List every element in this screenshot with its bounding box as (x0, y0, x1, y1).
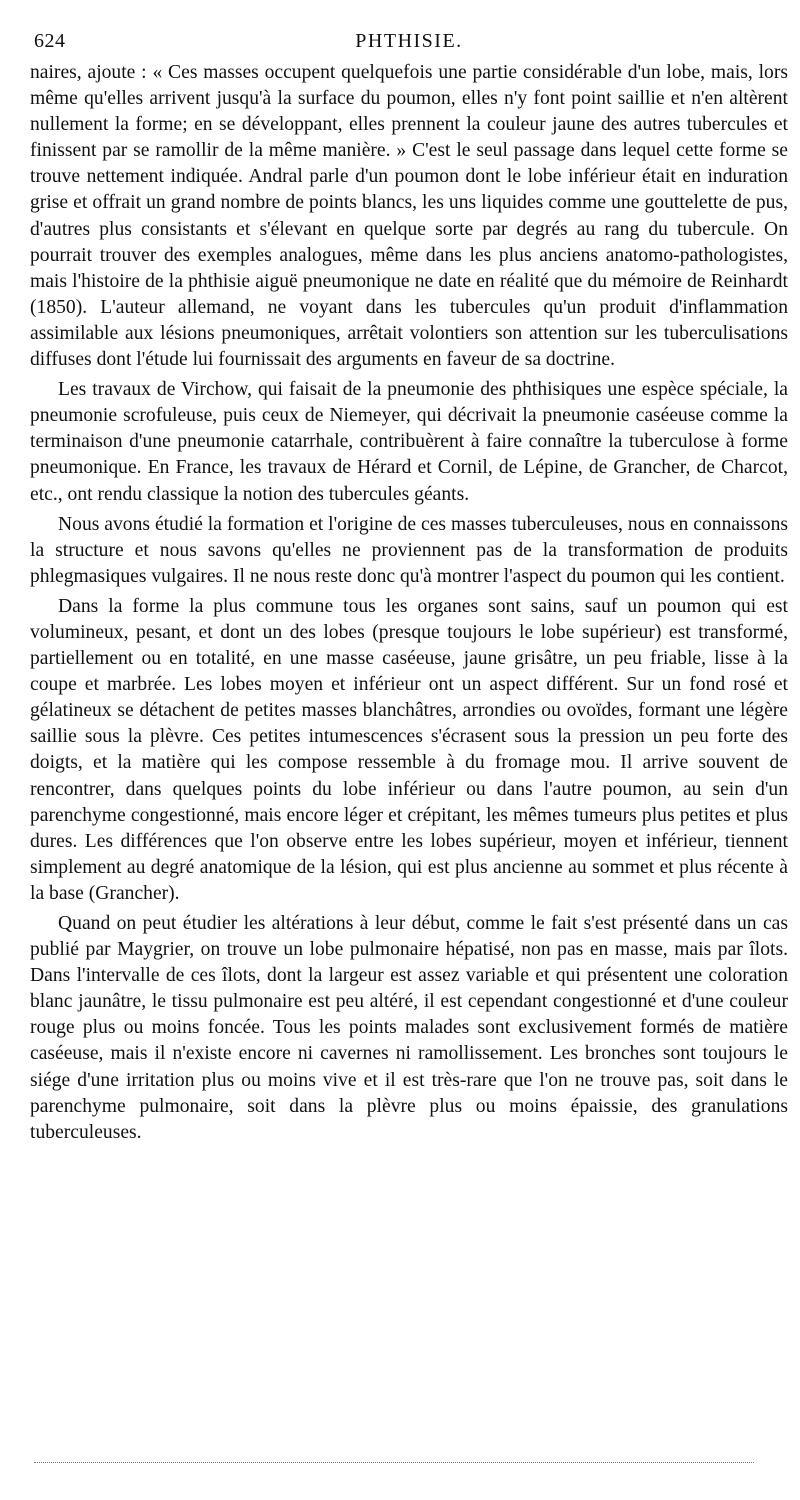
footer-dotted-rule (34, 1462, 754, 1463)
paragraph: Dans la forme la plus commune tous les organes sont sains, sauf un poumon qui est volumineux, pesant, et dont un des lobes (presque toujours le lobe supérieur) est transformé, partiellement ou en totalité, en une masse caséeuse, jaune grisâtre, un peu friable, lisse à la coupe et marbrée. Les lobes moyen et inférieur ont un aspect différent. Sur un fond rosé et gélatineux se détachent de petites masses blanchâtres, arrondies ou ovoïdes, formant une légère saillie sous la plèvre. Ces petites intumescences s'écrasent sous la pression un peu forte des doigts, et la matière qui les compose ressemble à du fromage mou. Il arrive souvent de rencontrer, dans quelques points du lobe inférieur ou dans l'autre poumon, au sein d'un parenchyme congestionné, mais encore léger et crépitant, les mêmes tumeurs plus petites et plus dures. Les différences que l'on observe entre les lobes supérieur, moyen et inférieur, tiennent simplement au degré anatomique de la lésion, qui est plus ancienne au sommet et plus récente à la base (Grancher). (30, 595, 788, 904)
page-header (30, 24, 788, 54)
running-title: PHTHISIE. (355, 30, 463, 52)
page-number: 624 (34, 30, 66, 52)
book-page (30, 24, 788, 1150)
paragraph: Les travaux de Virchow, qui faisait de la pneumonie des phthisiques une espèce spéciale, la pneumonie scrofuleuse, puis ceux de Niemeyer, qui décrivait la pneumonie caséeuse comme la terminaison d'une pneumonie catarrhale, contribuèrent à faire connaître la tuberculose à forme pneumonique. En France, les travaux de Hérard et Cornil, de Lépine, de Grancher, de Charcot, etc., ont rendu classique la notion des tubercules géants. (30, 379, 788, 505)
paragraph: Quand on peut étudier les altérations à leur début, comme le fait s'est présenté dans un cas publié par Maygrier, on trouve un lobe pulmonaire hépatisé, non pas en masse, mais par îlots. Dans l'intervalle de ces îlots, dont la largeur est assez variable et qui présentent une coloration blanc jaunâtre, le tissu pulmonaire est peu altéré, il est cependant congestionné et d'une couleur rouge plus ou moins foncée. Tous les points malades sont exclusivement formés de matière caséeuse, mais il n'existe encore ni cavernes ni ramollissement. Les bronches sont toujours le siége d'une irritation plus ou moins vive et il est très-rare que l'on ne trouve pas, soit dans le parenchyme pulmonaire, soit dans la plèvre plus ou moins épaissie, des granulations tuberculeuses. (30, 913, 788, 1143)
paragraph-continued: naires, ajoute : « Ces masses occupent quelquefois une partie considérable d'un lobe, mais, lors même qu'elles arrivent jusqu'à la surface du poumon, elles n'y font point saillie et n'en altèrent nullement la forme; en se développant, elles prennent la couleur jaune des autres tubercules et finissent par se ramollir de la même manière. » C'est le seul passage dans lequel cette forme se trouve nettement indiquée. Andral parle d'un poumon dont le lobe inférieur était en induration grise et offrait un grand nombre de points blancs, les uns liquides comme une gouttelette de pus, d'autres plus consistants et s'élevant en quelque sorte par degrés au rang du tubercule. On pourrait trouver des exemples analogues, même dans les plus anciens anatomo-pathologistes, mais l'histoire de la phthisie aiguë pneumonique ne date en réalité que du mémoire de Reinhardt (1850). L'auteur allemand, ne voyant dans les tubercules qu'un produit d'inflammation assimilable aux lésions pneumoniques, arrêtait volontiers son attention sur les tuberculisations diffuses dont l'étude lui fournissait des arguments en faveur de sa doctrine. (30, 62, 788, 371)
paragraph: Nous avons étudié la formation et l'origine de ces masses tuberculeuses, nous en connaissons la structure et nous savons qu'elles ne proviennent pas de la transformation de produits phlegmasiques vulgaires. Il ne nous reste donc qu'à montrer l'aspect du poumon qui les contient. (30, 513, 788, 587)
body-text (30, 60, 788, 1146)
